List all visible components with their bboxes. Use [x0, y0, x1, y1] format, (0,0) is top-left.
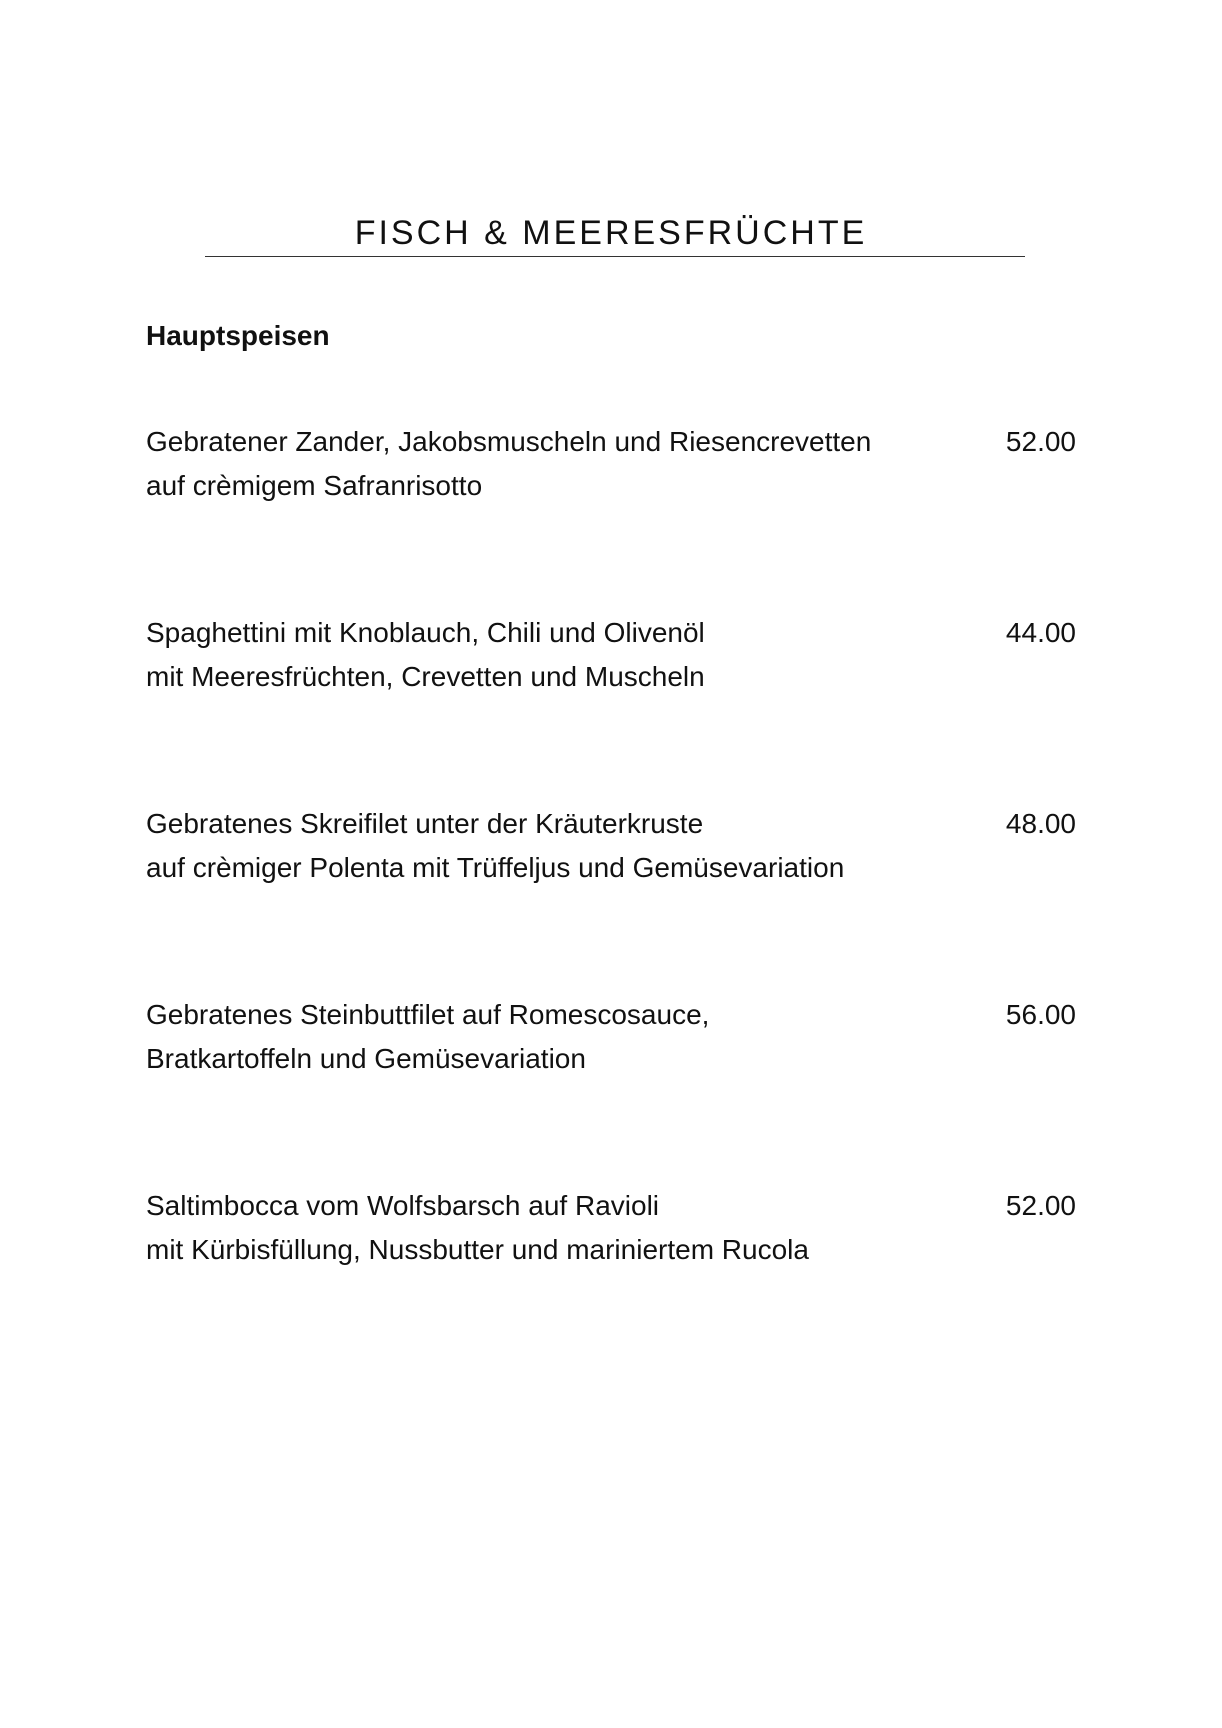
menu-item-line: Saltimbocca vom Wolfsbarsch auf Ravioli: [146, 1190, 660, 1221]
menu-item-line: mit Kürbisfüllung, Nussbutter und mariniertem Rucola: [146, 1234, 809, 1265]
page-title: FISCH & MEERESFRÜCHTE: [354, 213, 868, 252]
menu-item-line: mit Meeresfrüchten, Crevetten und Muscheln: [146, 661, 705, 692]
menu-item-description: [146, 993, 976, 1081]
menu-item-price: 52.00: [1005, 1190, 1076, 1221]
menu-item-line: auf crèmiger Polenta mit Trüffeljus und Gemüsevariation: [146, 852, 845, 883]
menu-item-description: [146, 420, 976, 508]
menu-item: [146, 1184, 1076, 1375]
menu-item-line: Gebratenes Steinbuttfilet auf Romescosauce,: [146, 999, 710, 1030]
menu-item: [146, 993, 1076, 1184]
menu-item-description: [146, 611, 976, 699]
menu-item: [146, 802, 1076, 993]
menu-item-price: 56.00: [1005, 999, 1076, 1030]
menu-item-price: 52.00: [1005, 426, 1076, 457]
menu-item: [146, 611, 1076, 802]
section-heading: Hauptspeisen: [146, 320, 330, 351]
menu-item-line: Spaghettini mit Knoblauch, Chili und Olivenöl: [146, 617, 705, 648]
menu-item: [146, 420, 1076, 611]
menu-item-price: 44.00: [1005, 617, 1076, 648]
title-divider: [205, 256, 1025, 257]
menu-item-description: [146, 1184, 976, 1272]
menu-list: [146, 420, 1076, 1375]
menu-item-line: Gebratenes Skreifilet unter der Kräuterkruste: [146, 808, 704, 839]
menu-item-description: [146, 802, 976, 890]
menu-item-line: auf crèmigem Safranrisotto: [146, 470, 483, 501]
menu-item-price: 48.00: [1005, 808, 1076, 839]
menu-item-line: Gebratener Zander, Jakobsmuscheln und Riesencrevetten: [146, 426, 872, 457]
menu-item-line: Bratkartoffeln und Gemüsevariation: [146, 1043, 586, 1074]
